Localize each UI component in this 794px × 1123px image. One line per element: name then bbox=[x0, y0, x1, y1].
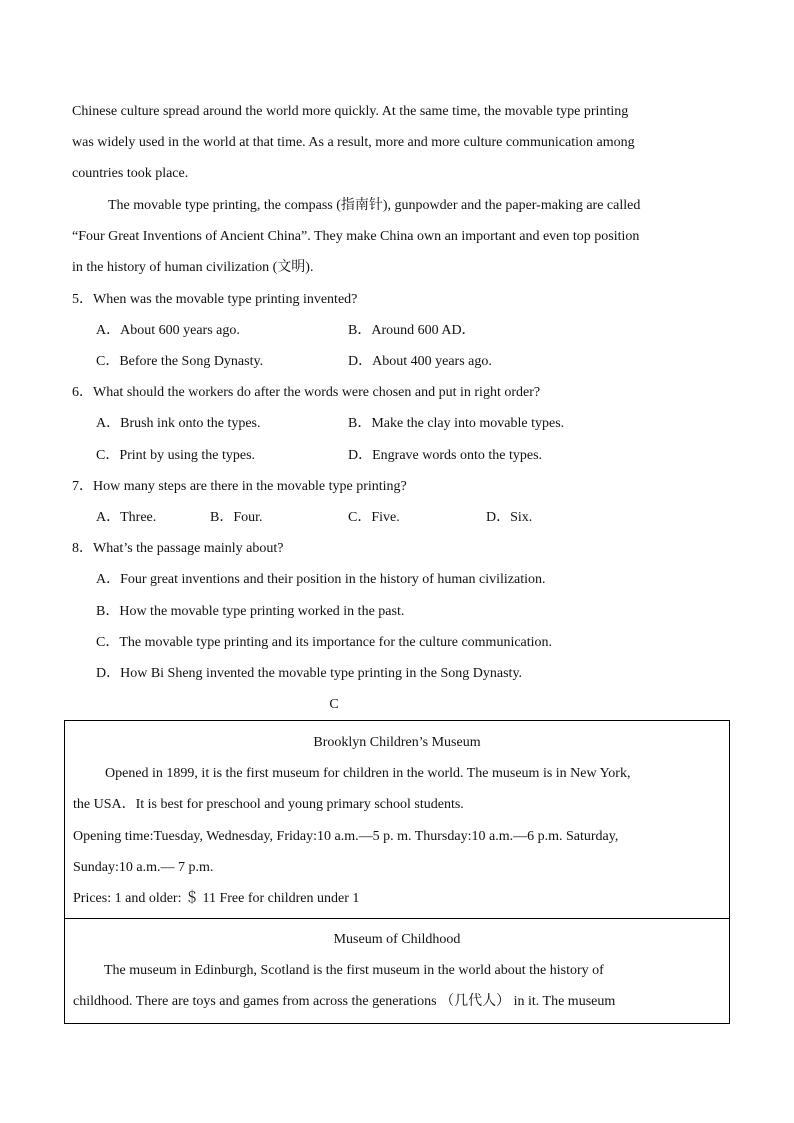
question-8-option-d[interactable]: D．How Bi Sheng invented the movable type printing in the Song Dynasty. bbox=[96, 666, 523, 681]
question-5-stem: 5．When was the movable type printing invented? bbox=[72, 292, 358, 307]
question-6-option-c[interactable]: C．Print by using the types. bbox=[96, 448, 256, 463]
question-6-stem: 6．What should the workers do after the words were chosen and put in right order? bbox=[72, 385, 541, 400]
passage-p2-line-1: The movable type printing, the compass (指南针), gunpowder and the paper-making are called bbox=[108, 198, 641, 213]
question-8-option-b[interactable]: B．How the movable type printing worked in the past. bbox=[96, 604, 405, 619]
question-5-option-c[interactable]: C．Before the Song Dynasty. bbox=[96, 354, 264, 369]
question-6-option-b[interactable]: B．Make the clay into movable types. bbox=[348, 416, 565, 431]
passage-p2-line-3: in the history of human civilization (文明). bbox=[72, 260, 314, 275]
question-5-option-d[interactable]: D．About 400 years ago. bbox=[348, 354, 492, 369]
museum-info-table bbox=[64, 720, 730, 1024]
museum-childhood-title: Museum of Childhood bbox=[333, 932, 461, 947]
question-8-stem: 8．What’s the passage mainly about? bbox=[72, 541, 284, 556]
question-7-stem: 7．How many steps are there in the movable type printing? bbox=[72, 479, 407, 494]
passage-line-1: Chinese culture spread around the world more quickly. At the same time, the movable type printing bbox=[72, 104, 629, 119]
question-8-option-a[interactable]: A．Four great inventions and their position in the history of human civilization. bbox=[96, 572, 546, 587]
question-8-option-c[interactable]: C．The movable type printing and its importance for the culture communication. bbox=[96, 635, 553, 650]
passage-line-3: countries took place. bbox=[72, 166, 189, 181]
museum-brooklyn-opening-time: Opening time:Tuesday, Wednesday, Friday:10 a.m.—5 p. m. Thursday:10 a.m.—6 p.m. Saturday, bbox=[73, 829, 619, 844]
question-5-option-a[interactable]: A．About 600 years ago. bbox=[96, 323, 240, 338]
museum-brooklyn-cell bbox=[65, 721, 730, 919]
section-label: C bbox=[329, 697, 339, 712]
question-6-option-a[interactable]: A．Brush ink onto the types. bbox=[96, 416, 261, 431]
question-5-option-b[interactable]: B．Around 600 AD． bbox=[348, 323, 476, 338]
museum-brooklyn-line-2: the USA．It is best for preschool and young primary school students. bbox=[73, 797, 464, 812]
museum-childhood-line-1: The museum in Edinburgh, Scotland is the first museum in the world about the history of bbox=[104, 963, 604, 978]
question-7-option-a[interactable]: A．Three. bbox=[96, 510, 157, 525]
museum-brooklyn-line-1: Opened in 1899, it is the first museum for children in the world. The museum is in New York, bbox=[105, 766, 631, 781]
question-7-option-c[interactable]: C．Five. bbox=[348, 510, 400, 525]
museum-brooklyn-prices: Prices: 1 and older: ＄ 11 Free for children under 1 bbox=[73, 891, 360, 906]
museum-childhood-cell bbox=[65, 919, 730, 1024]
passage-p2-line-2: “Four Great Inventions of Ancient China”. They make China own an important and even top position bbox=[72, 229, 640, 244]
museum-brooklyn-title: Brooklyn Children’s Museum bbox=[313, 735, 481, 750]
question-6-option-d[interactable]: D．Engrave words onto the types. bbox=[348, 448, 543, 463]
museum-childhood-line-2: childhood. There are toys and games from across the generations （几代人） in it. The museum bbox=[73, 994, 616, 1009]
question-7-option-b[interactable]: B．Four. bbox=[210, 510, 263, 525]
passage-line-2: was widely used in the world at that time. As a result, more and more culture communication among bbox=[72, 135, 635, 150]
museum-brooklyn-opening-time-cont: Sunday:10 a.m.— 7 p.m. bbox=[73, 860, 214, 875]
question-7-option-d[interactable]: D．Six. bbox=[486, 510, 533, 525]
